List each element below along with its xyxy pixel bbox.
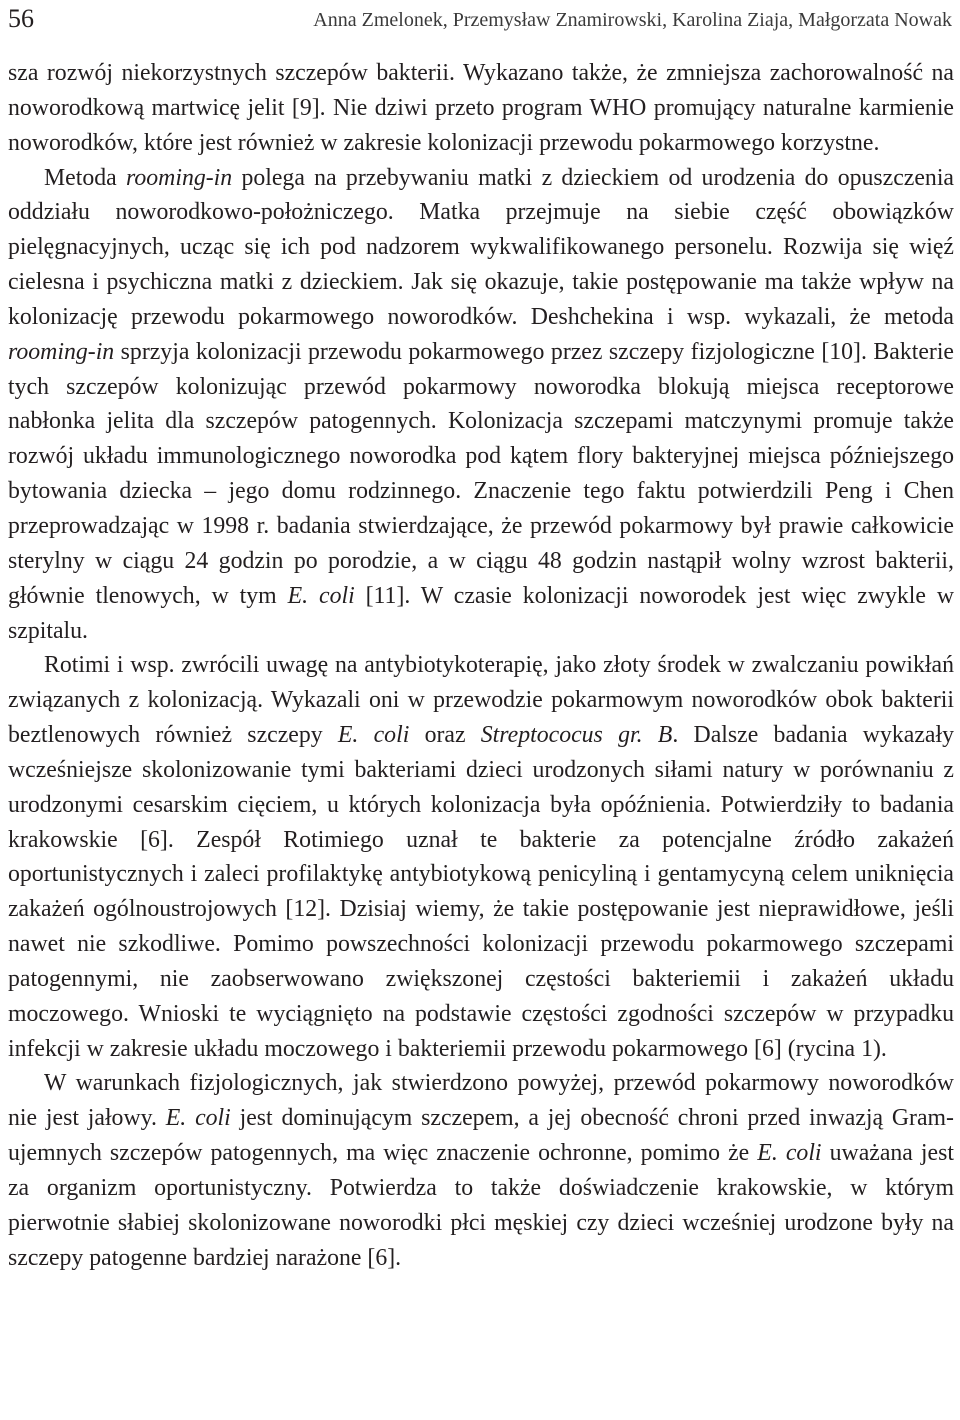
paragraph xyxy=(8,1066,954,1275)
text-segment: sza rozwój niekorzystnych szczepów bakterii. Wykazano także, że zmniejsza zachorowalność na noworodkową martwicę jelit [9]. Nie dziwi przeto program WHO promujący naturalne karmienie noworodków, które jest również w zakresie kolonizacji przewodu pokarmowego korzystne. xyxy=(8,60,954,156)
italic-text-segment: E. coli xyxy=(337,722,410,749)
italic-text-segment: E. coli xyxy=(757,1140,822,1167)
page-header xyxy=(8,2,952,36)
italic-text-segment: E. coli xyxy=(287,582,355,609)
italic-text-segment: E. coli xyxy=(165,1105,231,1132)
italic-text-segment: rooming-in xyxy=(8,338,115,365)
paragraph xyxy=(8,648,954,1066)
text-segment: oraz xyxy=(409,722,481,749)
article-body xyxy=(8,56,954,1276)
text-segment: jest dominującym szczepem, a jej obecność chroni przed inwazją Gram-ujemnych szczepów patogennych, ma więc znaczenie ochronne, pomimo że xyxy=(8,1105,954,1167)
text-segment: [11]. W czasie kolonizacji noworodek jest więc zwykle w szpitalu. xyxy=(8,582,955,644)
paragraph xyxy=(8,56,954,161)
text-segment: . Dalsze badania wykazały wcześniejsze skolonizowanie tymi bakteriami dzieci urodzonych siłami natury w porównaniu z urodzonymi cesarskim cięciem, u których kolonizacja była opóźnienia. Potwierdziły to badania krakowskie [6]. Zespół Rotimiego uznał te bakterie za potencjalne źródło zakażeń oportunistycznych i zaleci profilaktykę antybiotykową penicyliną i gentamycyną celem uniknięcia zakażeń ogólnoustrojowych [12]. Dzisiaj wiemy, że takie postępowanie jest nieprawidłowe, jeśli nawet nie szkodliwe. Pomimo powszechności kolonizacji przewodu pokarmowego szczepami patogennymi, nie zaobserwowano zwiększonej częstości bakteriemii i zakażeń układu moczowego. Wnioski te wyciągnięto na podstawie częstości zgodności szczepów w przypadku infekcji w zakresie układu moczowego i bakteriemii przewodu pokarmowego [6] (rycina 1). xyxy=(8,722,954,1062)
italic-text-segment: Streptococus gr. B xyxy=(480,722,673,749)
page-number: 56 xyxy=(8,4,34,33)
running-head-authors: Anna Zmelonek, Przemysław Znamirowski, Karolina Ziaja, Małgorzata Nowak xyxy=(313,9,952,31)
italic-text-segment: rooming-in xyxy=(125,164,233,191)
text-segment: W warunkach fizjologicznych, jak stwierdzono powyżej, przewód pokarmowy noworodków nie jest jałowy. xyxy=(8,1070,954,1132)
text-segment: uważana jest za organizm oportunistyczny. Potwierdza to także doświadczenie krakowskie, w którym pierwotnie słabiej skolonizowane noworodki płci męskiej czy dzieci wcześniej urodzone były na szczepy patogenne bardziej narażone [6]. xyxy=(8,1140,954,1271)
text-segment: Rotimi i wsp. zwrócili uwagę na antybiotykoterapię, jako złoty środek w zwalczaniu powikłań związanych z kolonizacją. Wykazali oni w przewodzie pokarmowym noworodków obok bakterii beztlenowych również szczepy xyxy=(8,652,954,749)
paragraph xyxy=(8,161,954,649)
text-segment: polega na przebywaniu matki z dzieckiem od urodzenia do opuszczenia oddziału noworodkowo-położniczego. Matka przejmuje na siebie część obowiązków pielęgnacyjnych, ucząc się ich pod nadzorem wykwalifikowanego personelu. Rozwija się więź cielesna i psychiczna matki z dzieckiem. Jak się okazuje, takie postępowanie ma także wpływ na kolonizację przewodu pokarmowego noworodków. Deshchekina i wsp. wykazali, że metoda xyxy=(8,164,954,330)
text-segment: Metoda xyxy=(44,164,126,191)
text-segment: sprzyja kolonizacji przewodu pokarmowego przez szczepy fizjologiczne [10]. Bakterie tych szczepów kolonizując przewód pokarmowy noworodka blokują miejsca receptorowe nabłonka jelita dla szczepów patogennych. Kolonizacja szczepami matczynymi promuje także rozwój układu immunologicznego noworodka pod kątem flory bakteryjnej miejsca późniejszego bytowania dziecka – jego domu rodzinnego. Znaczenie tego faktu potwierdzili Peng i Chen przeprowadzając w 1998 r. badania stwierdzające, że przewód pokarmowy był prawie całkowicie sterylny w ciągu 24 godzin po porodzie, a w ciągu 48 godzin nastąpił wolny wzrost bakterii, głównie tlenowych, w tym xyxy=(8,338,954,609)
